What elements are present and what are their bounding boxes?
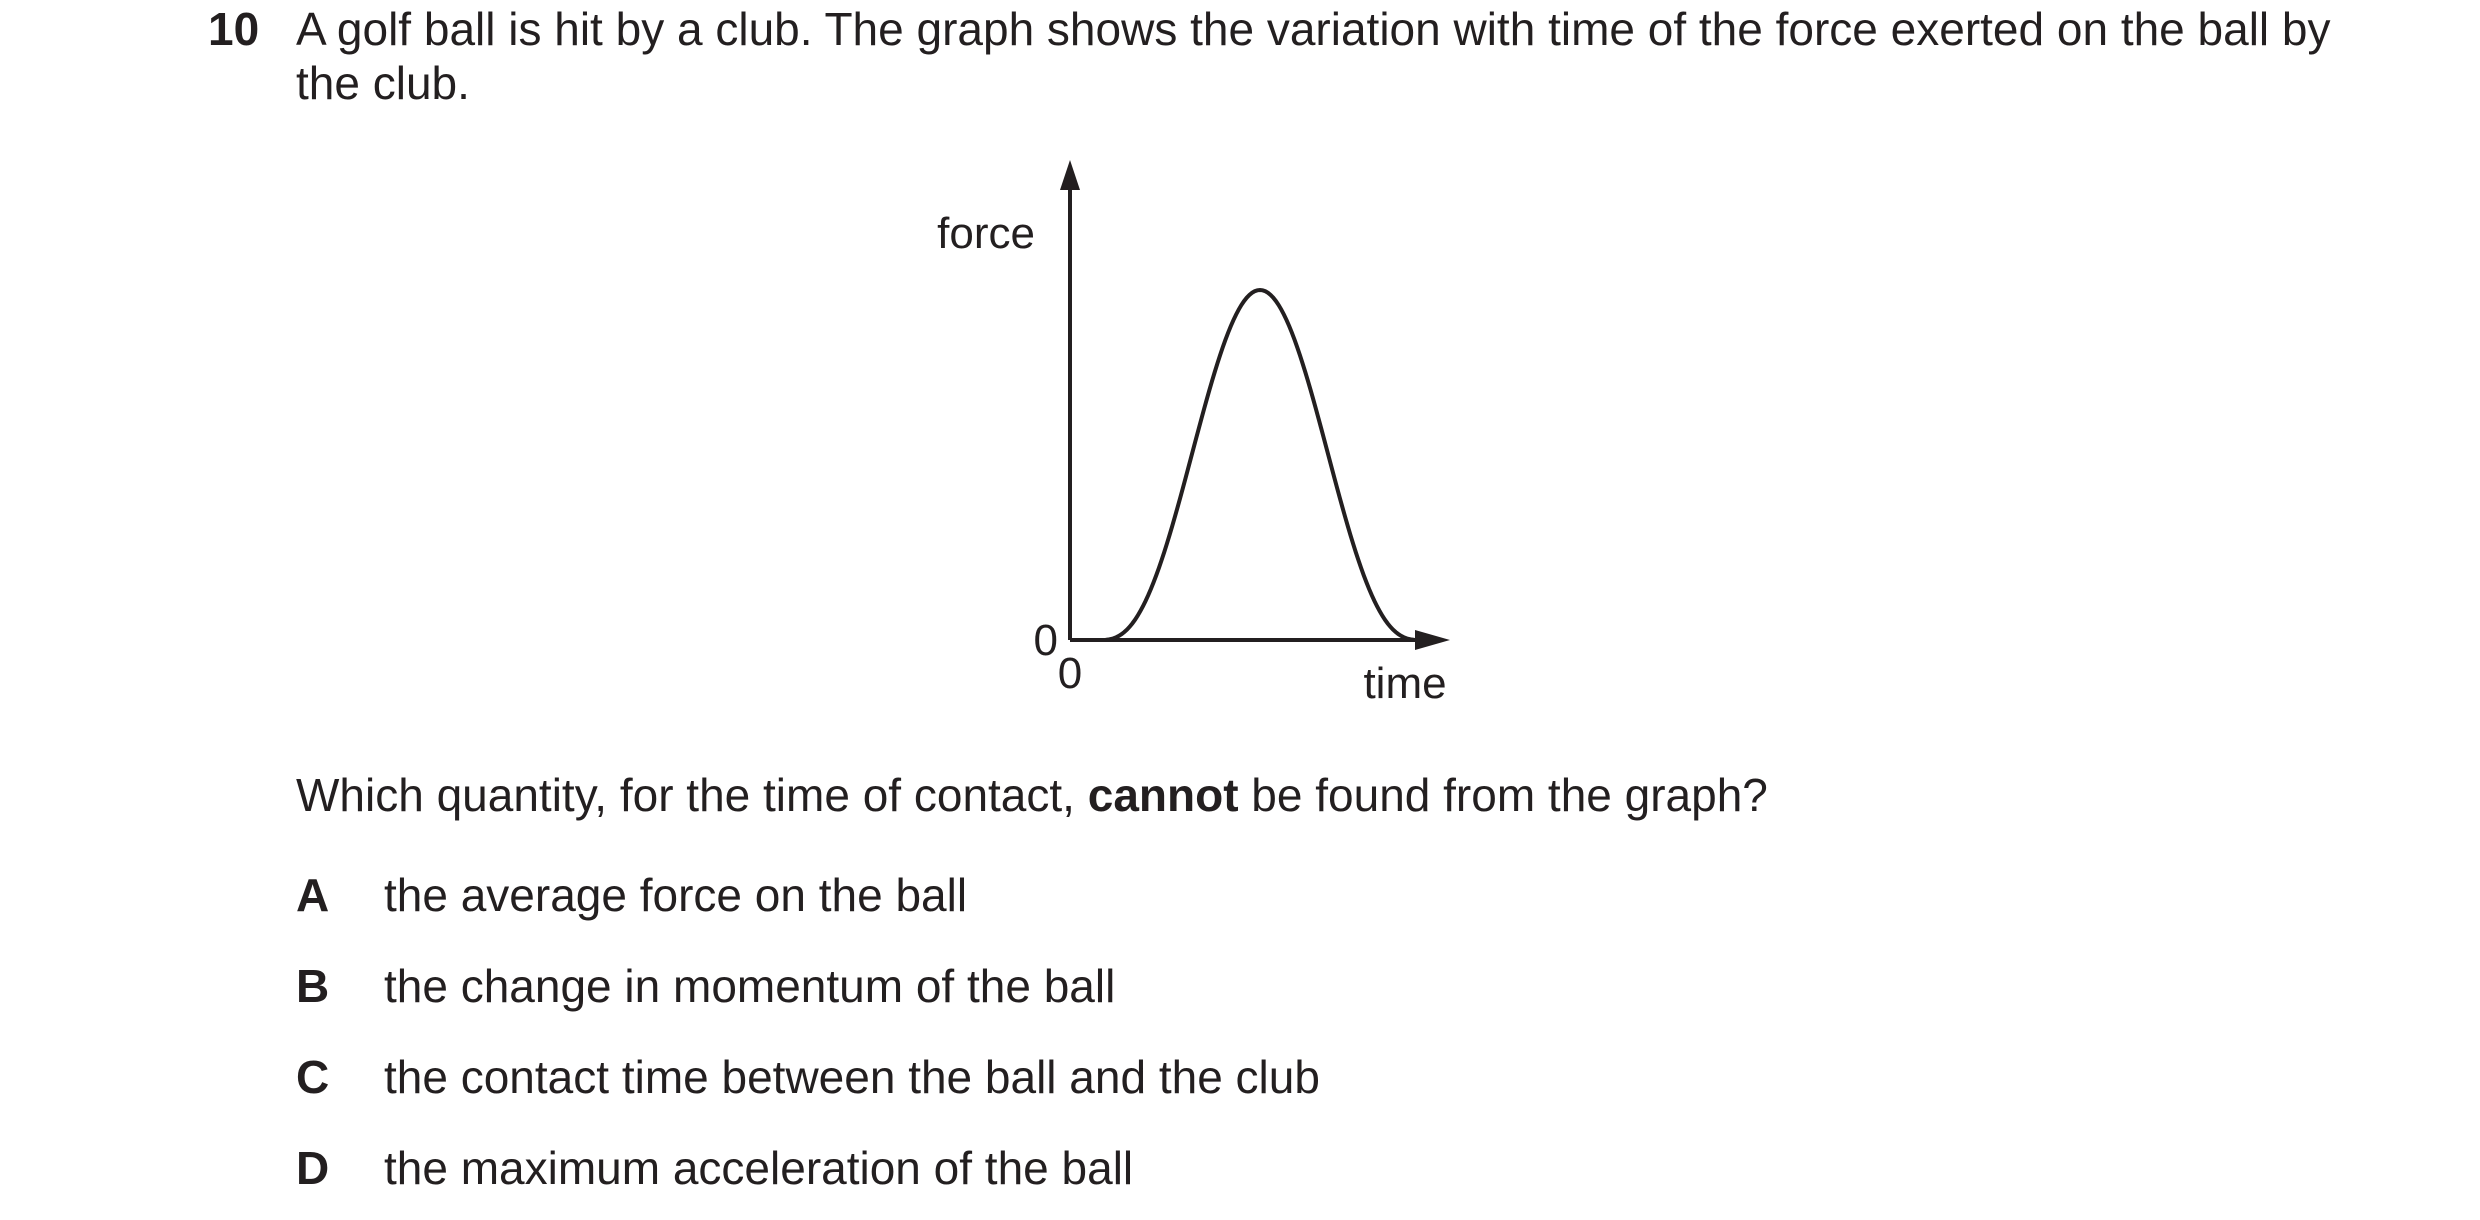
option-text: the change in momentum of the ball (384, 960, 1116, 1012)
question-stem: A golf ball is hit by a club. The graph shows the variation with time of the force exerted on the ball by the club. (296, 3, 2331, 109)
x-axis-arrow (1415, 630, 1450, 650)
option-text: the maximum acceleration of the ball (384, 1142, 1134, 1194)
y-axis-label: force (937, 209, 1035, 258)
prompt-before: Which quantity, for the time of contact, (296, 769, 1088, 821)
y-axis-arrow (1060, 160, 1080, 190)
x-axis-label: time (1363, 659, 1447, 708)
y-origin-label: 0 (1033, 616, 1058, 665)
question-prompt (296, 768, 1768, 822)
option-letter: A (296, 869, 330, 921)
option-letter: C (296, 1051, 330, 1103)
question-number: 10 (208, 3, 260, 55)
graph-svg (900, 140, 1620, 740)
option-letter: D (296, 1142, 330, 1194)
x-origin-label: 0 (1057, 649, 1083, 698)
option-a[interactable] (296, 868, 967, 922)
prompt-bold: cannot (1087, 769, 1239, 821)
option-text: the contact time between the ball and the club (384, 1051, 1320, 1103)
option-letter: B (296, 960, 330, 1012)
force-curve (1070, 290, 1420, 640)
force-time-graph (900, 140, 1620, 740)
option-d[interactable] (296, 1141, 1133, 1195)
option-c[interactable] (296, 1050, 1320, 1104)
option-b[interactable] (296, 959, 1115, 1013)
prompt-after: be found from the graph? (1238, 769, 1768, 821)
option-text: the average force on the ball (384, 869, 968, 921)
